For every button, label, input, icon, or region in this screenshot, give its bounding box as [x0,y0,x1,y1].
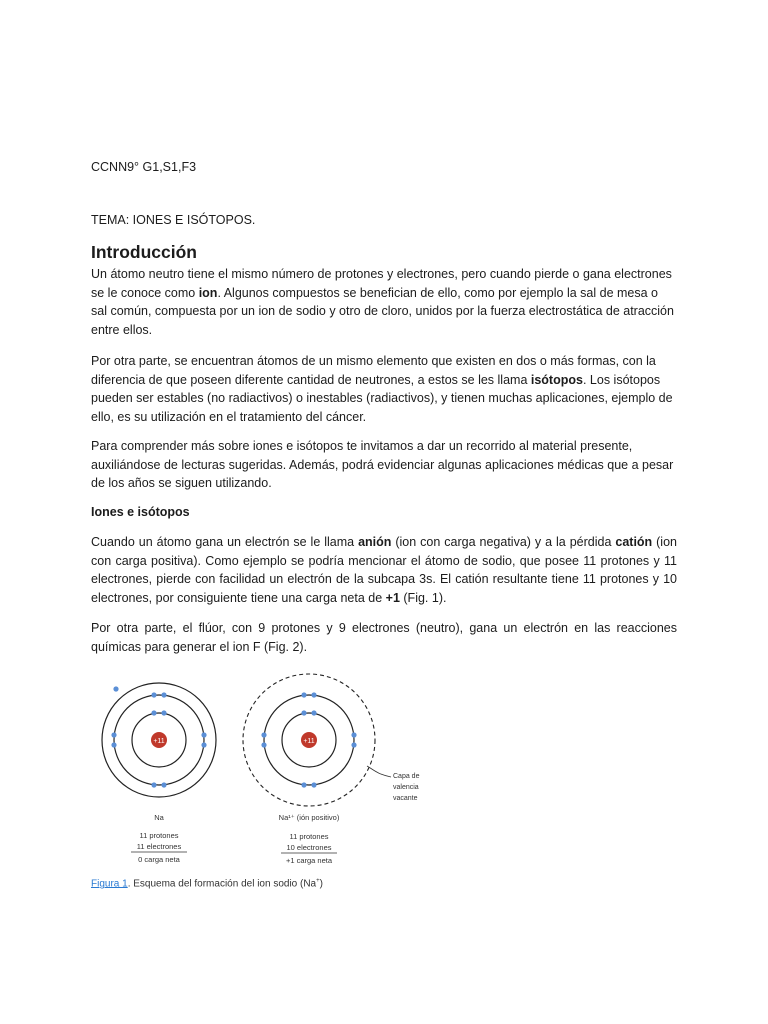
term-cation: catión [615,535,653,549]
sodium-atom-diagram [102,683,216,864]
left-atom-protons: 11 protones [139,831,179,840]
sodium-ion-diagram [91,668,451,878]
sodium-ion-atom-diagram [243,674,420,865]
figure-link[interactable]: Figura 1 [91,878,128,890]
course-code: CCNN9° G1,S1,F3 [91,160,197,174]
intro-heading: Introducción [91,242,197,262]
callout-line-3: vacante [393,795,418,802]
callout-line-2: valencia [393,784,419,791]
left-atom-charge: 0 carga neta [138,855,180,864]
section-heading: Iones e isótopos [91,505,190,519]
term-anion: anión [358,535,392,549]
term-isotopos: isótopos [530,372,583,387]
callout-line-1: Capa de [393,773,420,780]
paragraph-1: Un átomo neutro tiene el mismo número de protones y electrones, pero cuando pierde o gana electrones se le conoce como ion. Algunos compuestos se benefician de ello, como por ejemplo la sal de mesa o sal común, compuesta por un ion de sodio y otro de cloro, unidos por la fuerza electrostática de atracción entre ellos. [91,267,674,337]
right-atom-name: Na¹⁺ (ión positivo) [278,813,340,822]
left-atom-electrons: 11 electrones [136,842,182,851]
right-atom-charge: +1 carga neta [285,856,333,865]
figure-caption: Figura 1. Esquema del formación del ion sodio (Na+) [91,878,323,890]
paragraph-2: Por otra parte, se encuentran átomos de un mismo elemento que existen en dos o más formas, con la diferencia de que poseen diferente cantidad de neutrones, a estos se les llama isótopos. Los isótopos pueden ser estables (no radiactivos) o inestables (radiactivos), y tienen muchas aplicaciones, ejemplo de ello, es su utilización en el tratamiento del cáncer. [91,354,673,424]
left-atom-name: Na [154,813,164,822]
topic-line: TEMA: IONES E ISÓTOPOS. [91,213,256,227]
paragraph-4: Cuando un átomo gana un electrón se le llama anión (ion con carga negativa) y a la pérdida catión (ion con carga positiva). Como ejemplo se podría mencionar el átomo de sodio, que posee 11 protones y 11 electrones, pierde con facilidad un electrón de la subcapa 3s. El catión resultante tiene 11 protones y 10 electrones, por consiguiente tiene una carga neta de +1 (Fig. 1). [91,535,677,605]
term-ion: ion [198,285,218,300]
valence-electron-icon [113,686,118,691]
right-atom-electrons: 10 electrones [286,843,332,852]
paragraph-3: Para comprender más sobre iones e isótopos te invitamos a dar un recorrido al material presente, auxiliándose de lecturas sugeridas. Además, podrá evidenciar algunas aplicaciones médicas que a pesar de los años se siguen utilizando. [91,439,674,490]
svg-text:+11: +11 [303,738,315,745]
nucleus-label: +11 [153,738,165,745]
paragraph-5: Por otra parte, el flúor, con 9 protones y 9 electrones (neutro), gana un electrón en las reacciones químicas para generar el ion F (Fig. 2). [91,621,677,654]
right-atom-protons: 11 protones [289,832,329,841]
term-charge: +1 [385,590,400,605]
